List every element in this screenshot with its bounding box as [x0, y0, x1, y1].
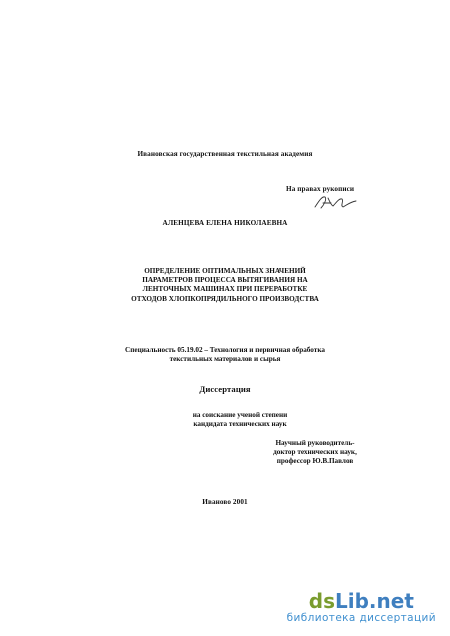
dslib-logo: [287, 590, 436, 612]
institution-name: Ивановская государственная текстильная академия: [137, 150, 313, 158]
logo-part-lib: Lib.net: [335, 589, 414, 613]
title-line: ОТХОДОВ ХЛОПКОПРЯДИЛЬНОГО ПРОИЗВОДСТВА: [131, 294, 319, 303]
specialty-line: Специальность 05.19.02 – Технология и первичная обработка: [125, 346, 325, 354]
title-line: ПАРАМЕТРОВ ПРОЦЕССА ВЫТЯГИВАНИЯ НА: [142, 276, 308, 285]
supervisor-line: доктор технических наук,: [273, 448, 357, 457]
scientific-supervisor: [240, 439, 390, 467]
handwritten-signature: [312, 192, 358, 212]
degree: [150, 411, 330, 429]
manuscript-rights-note: На правах рукописи: [286, 185, 355, 193]
author-name: АЛЕНЦЕВА ЕЛЕНА НИКОЛАЕВНА: [162, 219, 288, 227]
degree-line: на соискание ученой степени: [192, 411, 288, 419]
specialty-line: текстильных материалов и сырья: [169, 355, 281, 364]
dslib-subtitle: библиотека диссертаций: [286, 612, 436, 624]
logo-part-ds: ds: [308, 589, 335, 613]
dslib-watermark: [287, 590, 436, 624]
city-year: Иваново 2001: [202, 498, 248, 506]
dissertation-title: [0, 267, 450, 304]
specialty: [0, 346, 450, 364]
supervisor-line: профессор Ю.В.Павлов: [276, 457, 354, 466]
title-line: ЛЕНТОЧНЫХ МАШИНАХ ПРИ ПЕРЕРАБОТКЕ: [142, 285, 308, 294]
title-line: ОПРЕДЕЛЕНИЕ ОПТИМАЛЬНЫХ ЗНАЧЕНИЙ: [144, 267, 306, 275]
supervisor-line: Научный руководитель-: [275, 439, 355, 447]
degree-line: кандидата технических наук: [193, 420, 287, 429]
work-type: Диссертация: [199, 384, 251, 394]
